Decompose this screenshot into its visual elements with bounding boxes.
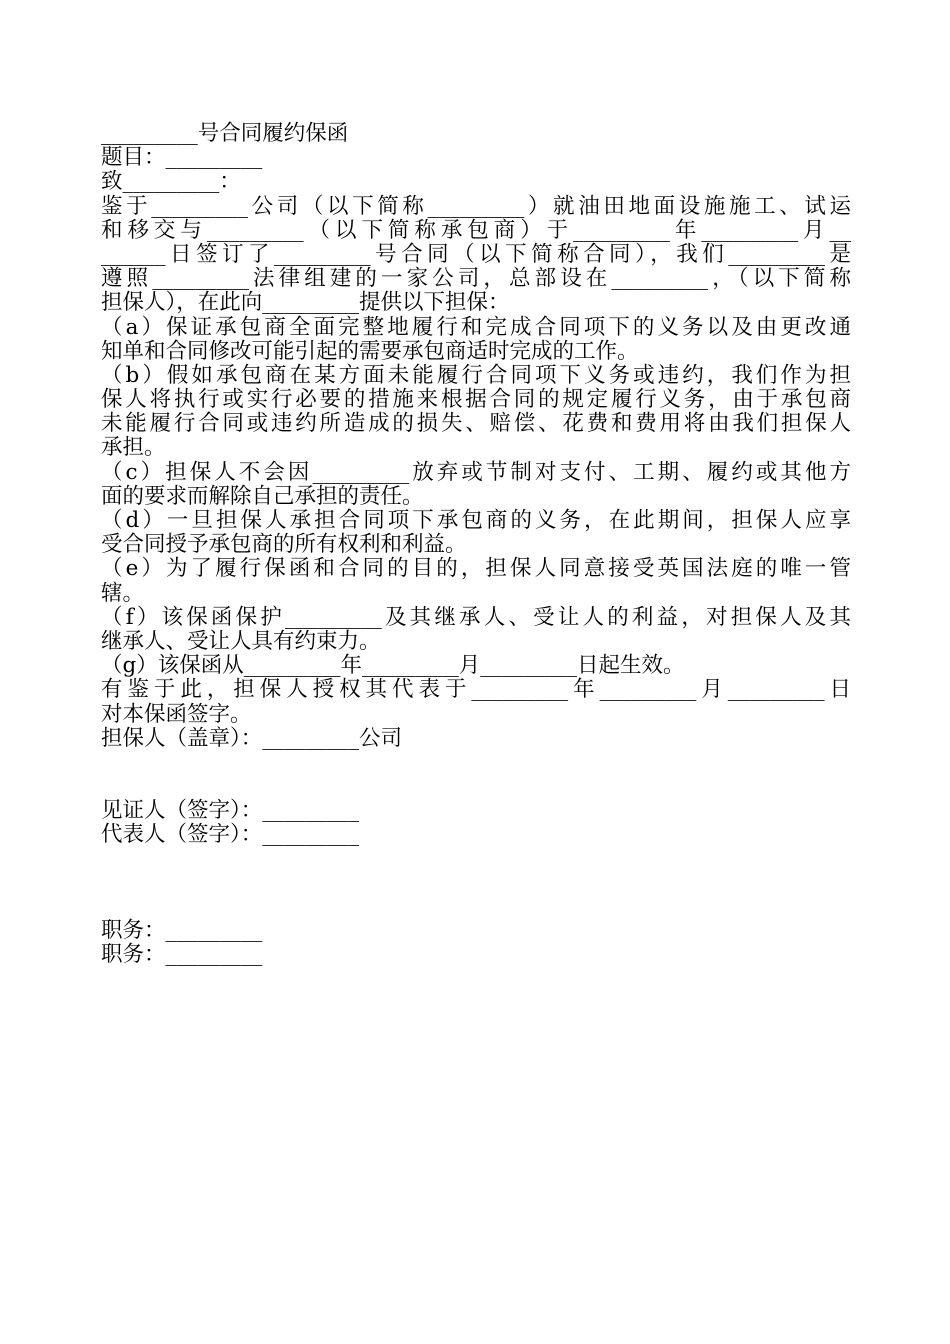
clause-line: 受合同授予承包商的所有权利和利益。 xyxy=(101,532,467,558)
spacer xyxy=(101,751,851,799)
intro-line: 和移交与_________（以下简称承包商）于_________年_________月__ xyxy=(101,217,851,243)
clause-line: （g）该保函从_________年_________月_________日起生效。 xyxy=(101,653,685,679)
representative-signature-line: 代表人（签字）：_________ xyxy=(101,822,360,848)
clause-line: 保人将执行或实行必要的措施来根据合同的规定履行义务，由于承包商 xyxy=(101,387,851,413)
clause-line: 未能履行合同或违约所造成的损失、赔偿、花费和费用将由我们担保人 xyxy=(101,411,851,437)
clause-d xyxy=(101,509,851,557)
addressee-line: 致_________： xyxy=(101,169,241,195)
clause-line: （f）该保函保护_________及其继承人、受让人的利益，对担保人及其 xyxy=(101,604,851,630)
clause-line: 继承人、受让人具有约束力。 xyxy=(101,628,381,654)
position-line: 职务：_________ xyxy=(101,918,263,944)
witness-signature-line: 见证人（签字）：_________ xyxy=(101,797,360,823)
intro-line: 遵照_________法律组建的一家公司，总部设在_________，（以下简称 xyxy=(101,266,851,292)
spacer xyxy=(101,847,851,919)
position-line: 职务：_________ xyxy=(101,942,263,968)
clause-line: （d）一旦担保人承担合同项下承包商的义务，在此期间，担保人应享 xyxy=(101,508,851,533)
clause-c xyxy=(101,461,851,509)
clause-g xyxy=(101,654,851,678)
intro-line: 担保人），在此向_________提供以下担保： xyxy=(101,290,510,316)
clause-line: 承担。 xyxy=(101,435,166,461)
clause-e xyxy=(101,557,851,605)
authorization-line: 有鉴于此，担保人授权其代表于_________年_________月_________日 xyxy=(101,677,851,703)
clause-line: 辖。 xyxy=(101,580,145,606)
authorization-paragraph xyxy=(101,678,851,726)
document-page xyxy=(101,122,851,968)
clause-line: （e）为了履行保函和合同的目的，担保人同意接受英国法庭的唯一管 xyxy=(101,556,851,582)
clause-line: （b）假如承包商在某方面未能履行合同项下义务或违约，我们作为担 xyxy=(101,362,851,388)
intro-line: ______日签订了_________号合同（以下简称合同），我们_________是 xyxy=(101,241,851,267)
intro-paragraph xyxy=(101,195,851,316)
clause-line: （c）担保人不会因_________放弃或节制对支付、工期、履约或其他方 xyxy=(101,459,851,485)
clause-line: （a）保证承包商全面完整地履行和完成合同项下的义务以及由更改通 xyxy=(101,314,851,340)
subject-line: 题目：_________ xyxy=(101,145,263,171)
guarantor-seal-line: 担保人（盖章）：_________公司 xyxy=(101,725,403,751)
clause-line: 知单和合同修改可能引起的需要承包商适时完成的工作。 xyxy=(101,338,639,364)
document-title: _________号合同履约保函 xyxy=(101,121,349,146)
intro-line: 鉴于_________公司（以下简称_________）就油田地面设施施工、试运 xyxy=(101,193,851,219)
clause-b xyxy=(101,364,851,461)
authorization-line: 对本保函签字。 xyxy=(101,701,252,727)
clause-f xyxy=(101,606,851,654)
clause-a xyxy=(101,316,851,364)
clause-line: 面的要求而解除自己承担的责任。 xyxy=(101,483,424,509)
